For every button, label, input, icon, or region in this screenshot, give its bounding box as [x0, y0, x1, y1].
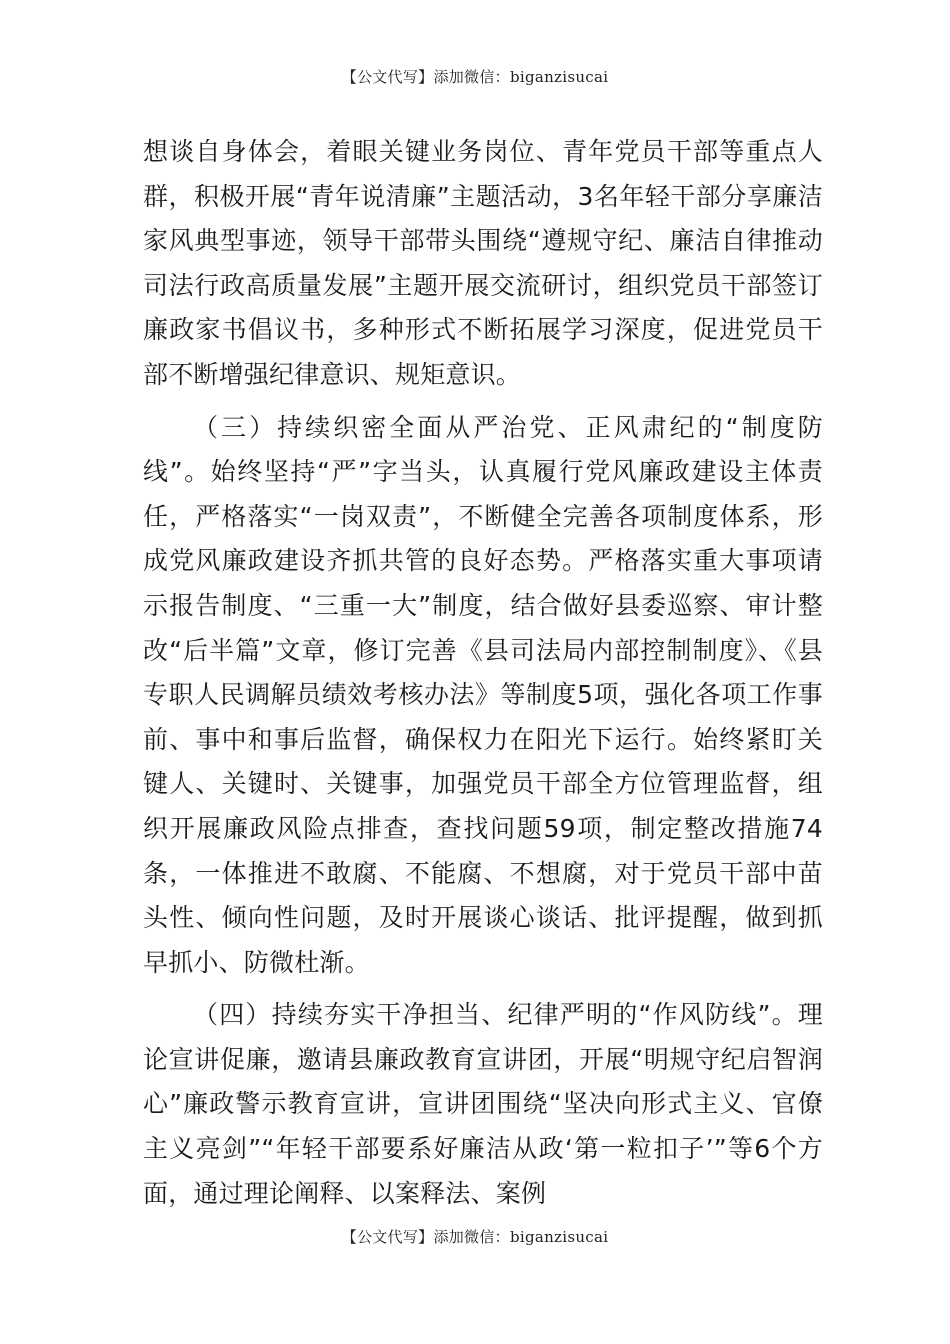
paragraph-section-four: （四）持续夯实干净担当、纪律严明的“作风防线”。理论宣讲促廉，邀请县廉政教育宣讲团，开展“明规守纪启智润心”廉政警示教育宣讲，宣讲团围绕“坚决向形式主义、官僚主义亮剑”“年轻干部要系好廉洁从政‘第一粒扣子’”等6个方面，通过理论阐释、以案释法、案例: [143, 1000, 823, 1208]
page-header-watermark: 【公文代写】添加微信：biganzisucai: [341, 68, 609, 86]
page-footer-watermark: 【公文代写】添加微信：biganzisucai: [341, 1228, 609, 1246]
paragraph-continuation: 想谈自身体会，着眼关键业务岗位、青年党员干部等重点人群，积极开展“青年说清廉”主题活动，3名年轻干部分享廉洁家风典型事迹，领导干部带头围绕“遵规守纪、廉洁自律推动司法行政高质量发展”主题开展交流研讨，组织党员干部签订廉政家书倡议书，多种形式不断拓展学习深度，促进党员干部不断增强纪律意识、规矩意识。: [143, 137, 823, 389]
paragraph-section-three: （三）持续织密全面从严治党、正风肃纪的“制度防线”。始终坚持“严”字当头，认真履行党风廉政建设主体责任，严格落实“一岗双责”，不断健全完善各项制度体系，形成党风廉政建设齐抓共管的良好态势。严格落实重大事项请示报告制度、“三重一大”制度，结合做好县委巡察、审计整改“后半篇”文章，修订完善《县司法局内部控制制度》、《县专职人民调解员绩效考核办法》等制度5项，强化各项工作事前、事中和事后监督，确保权力在阳光下运行。始终紧盯关键人、关键时、关键事，加强党员干部全方位管理监督，组织开展廉政风险点排查，查找问题59项，制定整改措施74条，一体推进不敢腐、不能腐、不想腐，对于党员干部中苗头性、倾向性问题，及时开展谈心谈话、批评提醒，做到抓早抓小、防微杜渐。: [143, 412, 823, 977]
document-body: [143, 130, 823, 1216]
